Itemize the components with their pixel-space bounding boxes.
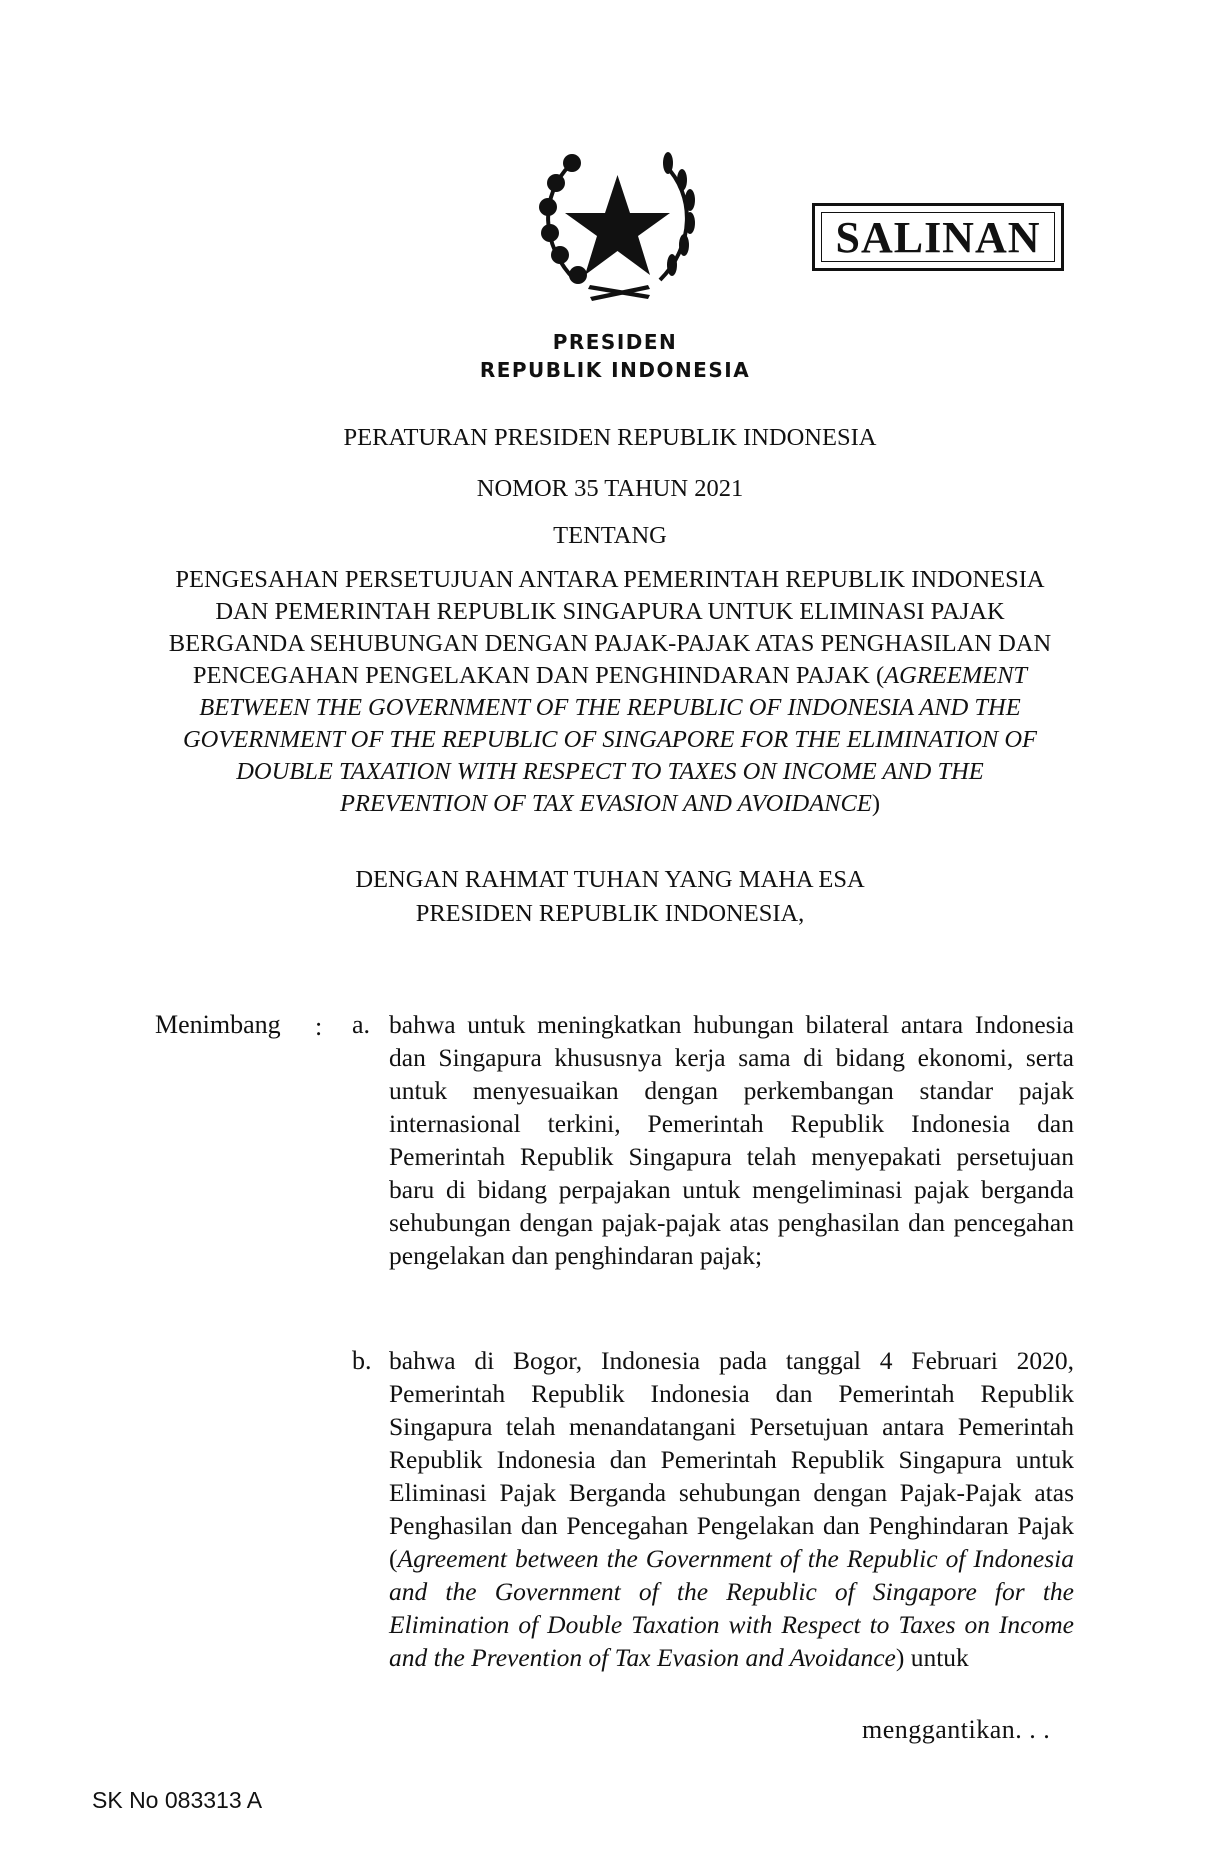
subject-italic-line: GOVERNMENT OF THE REPUBLIC OF SINGAPORE FOR THE ELIMINATION OF: [182, 726, 1038, 753]
considering-label: Menimbang: [155, 1010, 281, 1039]
considering-item-b: [389, 1344, 1074, 1674]
salinan-stamp: [812, 203, 1064, 271]
subject-line: DAN PEMERINTAH REPUBLIK SINGAPURA UNTUK ELIMINASI PAJAK: [215, 598, 1005, 625]
item-b-text-after: ) untuk: [895, 1643, 969, 1672]
considering-item-a-text: bahwa untuk meningkatkan hubungan bilateral antara Indonesia dan Singapura khususnya kerja sama di bidang ekonomi, serta untuk menyesuaikan dengan perkembangan standar pajak internasional terkini, Pemerintah Republik Indonesia dan Pemerintah Republik Singapura telah menyepakati persetujuan baru di bidang perpajakan untuk mengeliminasi pajak berganda sehubungan dengan pajak-pajak atas penghasilan dan pencegahan pengelakan dan penghindaran pajak;: [389, 1010, 1074, 1270]
salinan-stamp-text: SALINAN: [835, 212, 1041, 262]
serial-number: SK No 083313 A: [92, 1787, 263, 1813]
subject-italic-line: DOUBLE TAXATION WITH RESPECT TO TAXES ON INCOME AND THE: [236, 758, 984, 785]
item-b-text-italic: Agreement between the Government of the Republic of Indonesia and the Government of the Republic of Singapore for the Elimination of Double Taxation with Respect to Taxes on Income and the Prevention of Tax Evasion and Avoidance: [389, 1544, 1074, 1672]
subject-close: ): [871, 790, 880, 817]
preamble-line-2: PRESIDEN REPUBLIK INDONESIA,: [415, 900, 805, 927]
subject-line: BERGANDA SEHUBUNGAN DENGAN PAJAK-PAJAK ATAS PENGHASILAN DAN: [168, 630, 1052, 657]
state-emblem: [530, 135, 705, 310]
item-marker-a: a.: [352, 1010, 371, 1039]
document-number: NOMOR 35 TAHUN 2021: [476, 475, 744, 502]
item-marker-b: b.: [352, 1346, 372, 1375]
subject-italic-last: PREVENTION OF TAX EVASION AND AVOIDANCE: [340, 790, 872, 817]
subject-italic-line: [60, 790, 1160, 818]
emblem-caption-president: PRESIDEN: [552, 330, 678, 354]
item-b-text-before: bahwa di Bogor, Indonesia pada tanggal 4 Februari 2020, Pemerintah Republik Indonesia dan Pemerintah Republik Singapura telah menandatangani Persetujuan antara Pemerintah Republik Indonesia dan Pemerintah Republik Singapura untuk Eliminasi Pajak Berganda sehubungan dengan Pajak-Pajak atas Penghasilan dan Pencegahan Pengelakan dan Penghindaran Pajak (: [389, 1346, 1074, 1573]
considering-item-a: [389, 1008, 1074, 1272]
subject-italic-start: AGREEMENT: [884, 662, 1028, 689]
emblem-caption-republic: REPUBLIK INDONESIA: [479, 358, 751, 382]
preamble-line-1: DENGAN RAHMAT TUHAN YANG MAHA ESA: [355, 866, 865, 893]
subject-line-text: PENCEGAHAN PENGELAKAN DAN PENGHINDARAN PAJAK (: [192, 662, 885, 689]
document-about: TENTANG: [553, 522, 667, 549]
subject-line: PENGESAHAN PERSETUJUAN ANTARA PEMERINTAH REPUBLIK INDONESIA: [175, 566, 1045, 593]
garuda-star-emblem-icon: [530, 135, 705, 310]
document-title: PERATURAN PRESIDEN REPUBLIK INDONESIA: [343, 424, 877, 451]
considering-colon: :: [315, 1012, 323, 1041]
subject-italic-line: BETWEEN THE GOVERNMENT OF THE REPUBLIC OF INDONESIA AND THE: [199, 694, 1021, 721]
subject-line: [60, 662, 1160, 690]
considering-item-b-text: [389, 1344, 1074, 1674]
continuation-word: menggantikan. . .: [862, 1715, 1051, 1744]
